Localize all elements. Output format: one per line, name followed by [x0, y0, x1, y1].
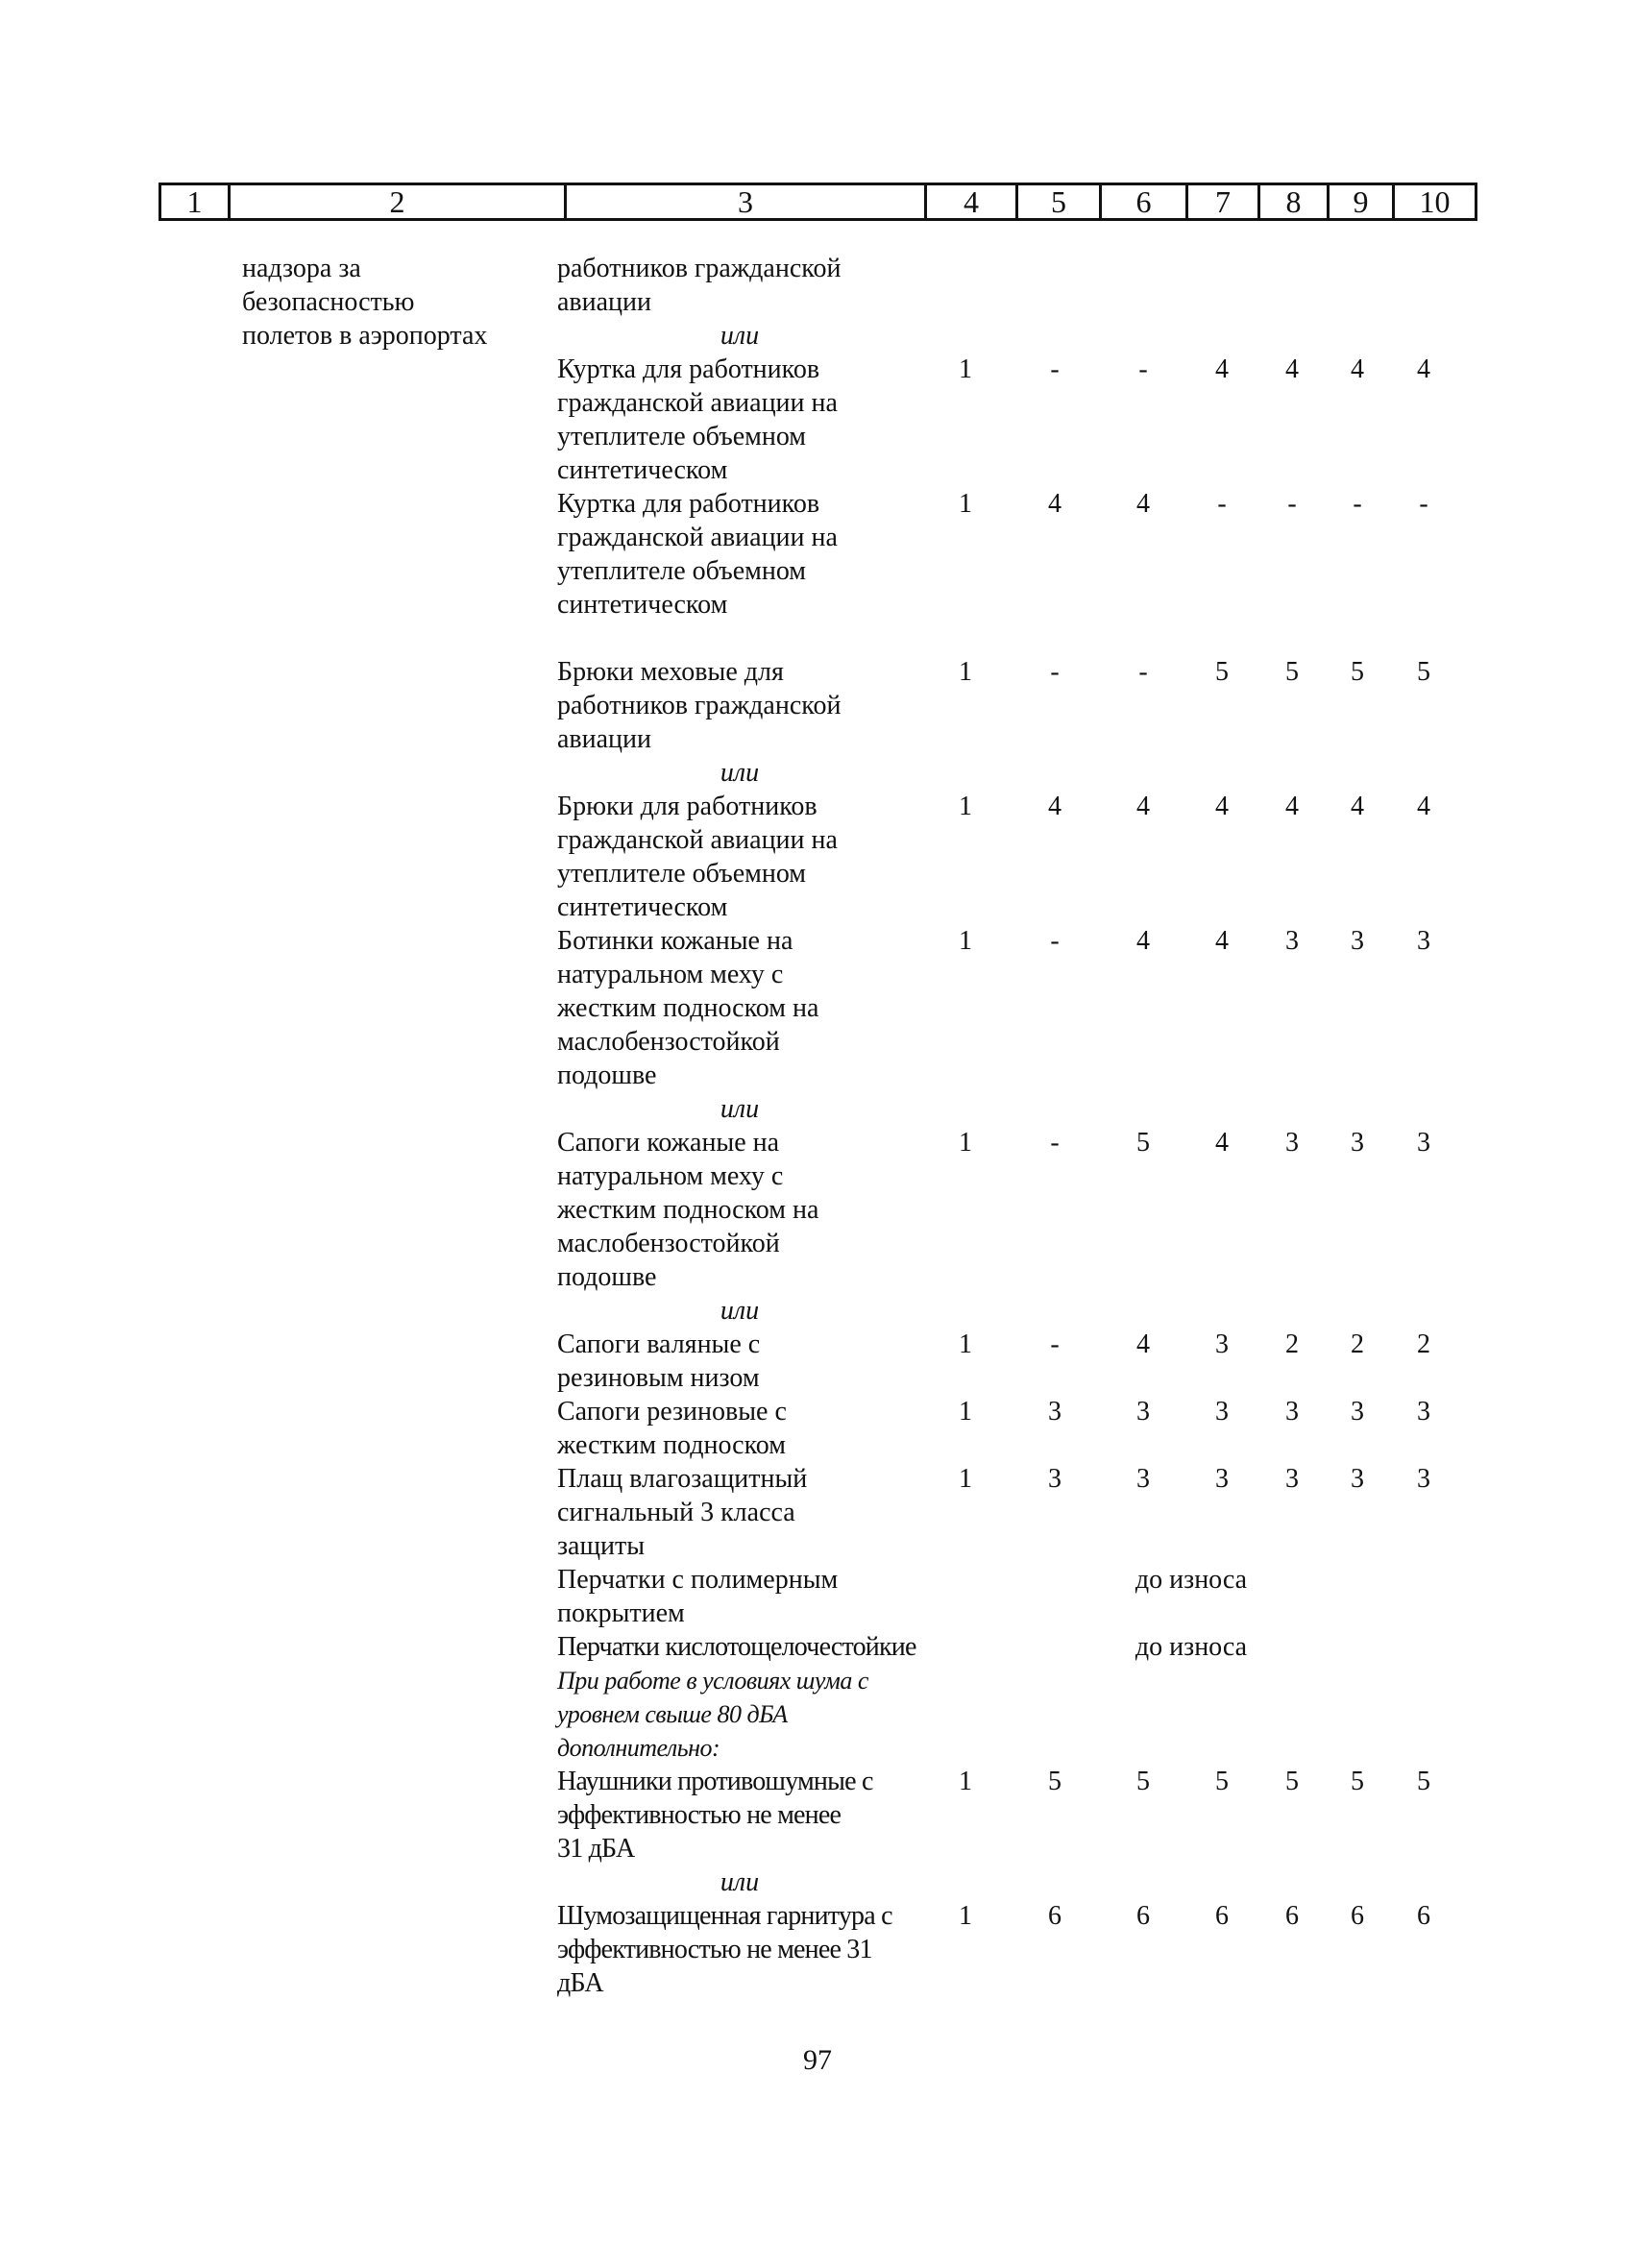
item-name-line: натуральном меху с — [557, 1161, 784, 1191]
or-separator — [0, 1866, 1635, 1899]
value-col-6: 6 — [1136, 1901, 1150, 1931]
value-col-9: 3 — [1351, 926, 1364, 956]
value-col-6: 3 — [1136, 1464, 1150, 1494]
item-name-line: Брюки меховые для — [557, 657, 784, 687]
item-name-line: Куртка для работников — [557, 489, 820, 519]
value-col-5: - — [1050, 354, 1060, 384]
table-row — [0, 1630, 1635, 1664]
value-col-4: 1 — [959, 1397, 972, 1427]
item-name — [557, 252, 941, 319]
item-name-line: гражданской авиации на — [557, 825, 838, 855]
item-name-line: резиновым низом — [557, 1363, 760, 1393]
value-col-4: 1 — [959, 1767, 972, 1796]
header-col-10: 10 — [1394, 184, 1476, 220]
header-col-5: 5 — [1017, 184, 1101, 220]
table-row — [0, 655, 1635, 756]
row-gap — [0, 622, 1635, 655]
item-name-line: защиты — [557, 1531, 646, 1561]
item-name-line: утеплителе объемном — [557, 422, 807, 451]
item-name-line: жестким подноском — [557, 1430, 786, 1460]
item-name-line: Сапоги резиновые с — [557, 1397, 787, 1427]
value-col-8: 3 — [1285, 1464, 1299, 1494]
value-col-7: 4 — [1215, 792, 1229, 821]
value-col-10: 5 — [1417, 1767, 1430, 1796]
value-col-7: 4 — [1215, 354, 1229, 384]
value-col-9: 6 — [1351, 1901, 1364, 1931]
item-name — [557, 1395, 941, 1462]
value-col-7: 5 — [1215, 657, 1229, 687]
or-separator — [0, 319, 1635, 353]
value-col-5: - — [1050, 1329, 1060, 1359]
or-label: или — [720, 321, 760, 351]
value-col-10: 3 — [1417, 926, 1430, 956]
item-name-line: авиации — [557, 724, 652, 754]
item-name-line: гражданской авиации на — [557, 523, 838, 552]
item-name-line: натуральном меху с — [557, 960, 784, 989]
item-name-line: покрытием — [557, 1598, 685, 1628]
value-col-4: 1 — [959, 926, 972, 956]
value-col-7: - — [1217, 489, 1227, 519]
wear-period: до износа — [1135, 1565, 1248, 1595]
value-col-5: 4 — [1048, 792, 1062, 821]
item-name — [557, 1328, 941, 1395]
value-col-10: 2 — [1417, 1329, 1430, 1359]
item-name — [557, 1462, 941, 1563]
item-name-line: работников гражданской — [557, 691, 842, 720]
item-name — [557, 1630, 941, 1664]
table-row — [0, 353, 1635, 487]
header-col-9: 9 — [1329, 184, 1394, 220]
value-col-9: 4 — [1351, 792, 1364, 821]
value-col-10: 4 — [1417, 354, 1430, 384]
table-row — [0, 1765, 1635, 1866]
value-col-5: 3 — [1048, 1464, 1062, 1494]
value-col-7: 3 — [1215, 1464, 1229, 1494]
value-col-6: - — [1138, 354, 1148, 384]
item-name-line: утеплителе объемном — [557, 859, 807, 889]
value-col-7: 5 — [1215, 1767, 1229, 1796]
note-line: При работе в условиях шума с — [557, 1667, 868, 1695]
value-col-6: 5 — [1136, 1767, 1150, 1796]
table-row — [0, 1563, 1635, 1630]
value-col-5: - — [1050, 926, 1060, 956]
item-name-line: маслобензостойкой — [557, 1027, 780, 1057]
wear-period: до износа — [1135, 1632, 1248, 1662]
item-name-line: маслобензостойкой — [557, 1229, 780, 1258]
item-name-line: эффективностью не менее 31 — [557, 1935, 872, 1964]
item-name-line: гражданской авиации на — [557, 388, 838, 418]
item-name-line: авиации — [557, 287, 652, 317]
table-row — [0, 487, 1635, 622]
item-name-line: синтетическом — [557, 892, 728, 922]
item-name-line: Шумозащищенная гарнитура с — [557, 1901, 892, 1931]
value-col-4: 1 — [959, 1329, 972, 1359]
header-row — [160, 184, 1476, 220]
value-col-9: 3 — [1351, 1128, 1364, 1158]
item-name-line: сигнальный 3 класса — [557, 1498, 795, 1527]
table-row — [0, 1462, 1635, 1563]
value-col-7: 4 — [1215, 1128, 1229, 1158]
value-col-7: 3 — [1215, 1397, 1229, 1427]
table-row — [0, 1328, 1635, 1395]
table-row — [0, 790, 1635, 924]
item-name-line: синтетическом — [557, 455, 728, 485]
item-name — [557, 924, 941, 1092]
item-name-line: Сапоги валяные с — [557, 1329, 761, 1359]
value-col-8: - — [1287, 489, 1297, 519]
item-name-line: Наушники противошумные с — [557, 1767, 873, 1796]
item-name-line: синтетическом — [557, 590, 728, 620]
value-col-5: - — [1050, 657, 1060, 687]
value-col-9: 4 — [1351, 354, 1364, 384]
value-col-6: 3 — [1136, 1397, 1150, 1427]
value-col-10: - — [1419, 489, 1428, 519]
value-col-9: 3 — [1351, 1397, 1364, 1427]
item-name-line: Брюки для работников — [557, 792, 818, 821]
item-name-line: работников гражданской — [557, 254, 842, 283]
value-col-4: 1 — [959, 489, 972, 519]
value-col-4: 1 — [959, 1128, 972, 1158]
value-col-9: 2 — [1351, 1329, 1364, 1359]
value-col-8: 3 — [1285, 1128, 1299, 1158]
value-col-10: 5 — [1417, 657, 1430, 687]
or-label: или — [720, 1867, 760, 1897]
value-col-7: 4 — [1215, 926, 1229, 956]
item-name-line: жестким подноском на — [557, 1195, 819, 1225]
col2-line: безопасностью — [242, 287, 415, 317]
header-col-1: 1 — [160, 184, 230, 220]
value-col-9: 5 — [1351, 1767, 1364, 1796]
page-number: 97 — [803, 2044, 832, 2076]
header-col-7: 7 — [1187, 184, 1259, 220]
value-col-4: 1 — [959, 1464, 972, 1494]
table-row — [0, 1899, 1635, 2000]
value-col-8: 3 — [1285, 1397, 1299, 1427]
value-col-5: - — [1050, 1128, 1060, 1158]
item-name — [557, 353, 941, 487]
note-line: уровнем свыше 80 дБА — [557, 1700, 788, 1728]
column-number-header — [159, 183, 1477, 221]
value-col-6: 4 — [1136, 926, 1150, 956]
condition-note — [0, 1664, 1635, 1765]
header-col-2: 2 — [230, 184, 566, 220]
value-col-10: 3 — [1417, 1397, 1430, 1427]
value-col-9: - — [1353, 489, 1362, 519]
value-col-4: 1 — [959, 354, 972, 384]
table-row — [0, 1126, 1635, 1294]
item-name-line: жестким подноском на — [557, 993, 819, 1023]
value-col-10: 3 — [1417, 1464, 1430, 1494]
value-col-6: 4 — [1136, 792, 1150, 821]
item-name-line: 31 дБА — [557, 1834, 635, 1864]
col2-line: надзора за — [242, 254, 361, 283]
item-name — [557, 655, 941, 756]
item-name-line: Куртка для работников — [557, 354, 820, 384]
header-col-4: 4 — [926, 184, 1017, 220]
or-label: или — [720, 1094, 760, 1124]
value-col-7: 3 — [1215, 1329, 1229, 1359]
value-col-5: 3 — [1048, 1397, 1062, 1427]
table-body — [0, 252, 1635, 2000]
value-col-10: 4 — [1417, 792, 1430, 821]
value-col-8: 5 — [1285, 657, 1299, 687]
item-name — [557, 487, 941, 622]
value-col-6: 4 — [1136, 1329, 1150, 1359]
value-col-10: 3 — [1417, 1128, 1430, 1158]
table-row — [0, 252, 1635, 319]
item-name-line: дБА — [557, 1968, 603, 1998]
item-name-line: утеплителе объемном — [557, 556, 807, 586]
value-col-7: 6 — [1215, 1901, 1229, 1931]
table-row — [0, 924, 1635, 1092]
header-col-3: 3 — [566, 184, 926, 220]
or-label: или — [720, 1296, 760, 1326]
value-col-9: 3 — [1351, 1464, 1364, 1494]
item-name-line: Плащ влагозащитный — [557, 1464, 808, 1494]
item-name — [557, 1899, 941, 2000]
item-name — [557, 1765, 941, 1866]
note-line: дополнительно: — [557, 1734, 720, 1762]
value-col-6: - — [1138, 657, 1148, 687]
value-col-4: 1 — [959, 1901, 972, 1931]
or-separator — [0, 756, 1635, 790]
item-name-line: Ботинки кожаные на — [557, 926, 793, 956]
item-name-line: эффективностью не менее — [557, 1800, 842, 1830]
value-col-5: 6 — [1048, 1901, 1062, 1931]
value-col-6: 4 — [1136, 489, 1150, 519]
header-col-8: 8 — [1259, 184, 1329, 220]
item-name-line: Сапоги кожаные на — [557, 1128, 780, 1158]
value-col-4: 1 — [959, 792, 972, 821]
value-col-8: 3 — [1285, 926, 1299, 956]
value-col-5: 4 — [1048, 489, 1062, 519]
value-col-9: 5 — [1351, 657, 1364, 687]
value-col-6: 5 — [1136, 1128, 1150, 1158]
value-col-8: 6 — [1285, 1901, 1299, 1931]
value-col-5: 5 — [1048, 1767, 1062, 1796]
or-label: или — [720, 758, 760, 788]
item-name-line: подошве — [557, 1061, 657, 1090]
or-separator — [0, 1092, 1635, 1126]
value-col-10: 6 — [1417, 1901, 1430, 1931]
value-col-4: 1 — [959, 657, 972, 687]
header-col-6: 6 — [1101, 184, 1187, 220]
value-col-8: 2 — [1285, 1329, 1299, 1359]
item-name — [557, 790, 941, 924]
table-row — [0, 1395, 1635, 1462]
item-name-line: Перчатки с полимерным — [557, 1565, 839, 1595]
col2-line: полетов в аэропортах — [242, 321, 488, 351]
value-col-8: 5 — [1285, 1767, 1299, 1796]
value-col-8: 4 — [1285, 354, 1299, 384]
or-separator — [0, 1294, 1635, 1328]
value-col-8: 4 — [1285, 792, 1299, 821]
item-name-line: Перчатки кислотощелочестойкие — [557, 1632, 916, 1662]
item-name — [557, 1126, 941, 1294]
item-name-line: подошве — [557, 1262, 657, 1292]
item-name — [557, 1563, 941, 1630]
